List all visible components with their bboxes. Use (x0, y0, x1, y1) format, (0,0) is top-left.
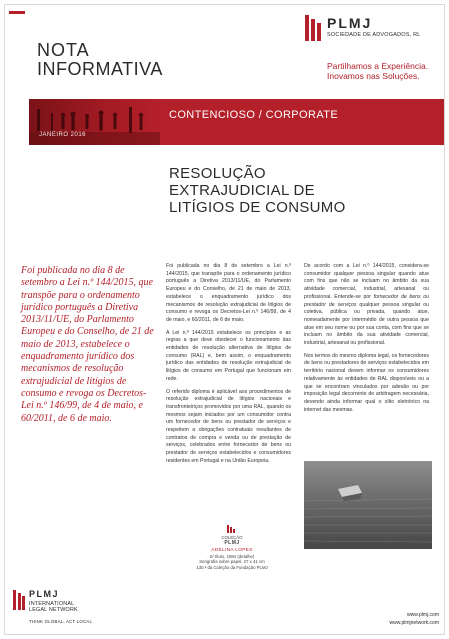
body-paragraph: O referido diploma é aplicável aos procedimentos de resolução extrajudicial de litígios nacionais e transfronteiriços promovidos por uma RAL, quando os mesmos sejam iniciados por um consumidor contra um fornecedor de bens ou prestador de serviços e respeitem a obrigações contratuais resultantes de contratos de compra e venda ou de prestação de serviços, celebrados entre fornecedor de bens ou prestador de serviços estabelecidos e consumidores residentes em Portugal e na União Europeia. (166, 388, 291, 464)
airport-photo (29, 99, 160, 145)
text-run: qualquer pessoa singular ou coletiva, pública ou privada, quando atue, nomeadamente por intermédio de outra pessoa que atue em seu nome ou por sua conta, com fins que se incluam no âmbito da sua atividade comercial, industrial, artesanal ou profissional. (304, 301, 430, 347)
body-paragraph (304, 263, 429, 348)
tagline (327, 61, 428, 81)
headline-line-3: LITÍGIOS DE CONSUMO (169, 199, 346, 216)
brand-name: PLMJ (327, 15, 373, 31)
title-line-1: NOTA (37, 40, 90, 60)
intro-summary: Foi publicada no dia 8 de setembro a Lei n.º 144/2015, que transpõe para o ordenamento jurídico português a Diretiva 2013/11/UE, do Parlamento Europeu e do Conselho, de 21 de maio de 2013, estabelece o enquadramento jurídico dos mecanismos de resolução extrajudicial de litígios de consumo e revoga os Decretos-Lei n.º 146/99, de 4 de maio, e 60/2011, de 6 de maio. (21, 265, 154, 424)
caption-details: Serigrafia sobre papel, 27 x 41 cm (199, 559, 265, 565)
title-line-2: INFORMATIVA (37, 59, 163, 79)
headline (169, 165, 346, 216)
artwork-caption (177, 525, 287, 571)
headline-line-2: EXTRAJUDICIAL DE (169, 182, 315, 199)
footer-logo-icon (13, 590, 25, 610)
caption-work: S/ título, 1984 (detalhe) (209, 553, 255, 559)
emphasis-text: fornecedor de bens ou prestador de serviços (304, 293, 429, 308)
network-website-link[interactable]: www.plmjnetwork.com (389, 620, 439, 626)
footer-network (29, 601, 78, 613)
document-title (37, 41, 163, 79)
website-link[interactable]: www.plmj.com (407, 612, 439, 618)
body-column-1 (166, 263, 291, 471)
footer-slogan: THINK GLOBAL, ACT LOCAL (29, 619, 93, 624)
body-column-2 (304, 263, 429, 419)
body-paragraph: Nos termos do mesmo diploma legal, os fornecedores de bens ou prestadores de serviços estabelecidos em território nacional devem informar os consumidores relativamente às entidades de RAL disponíveis ou a que se encontram vinculados por adesão ou por imposição legal decorrente de arbitragem necessária, devendo ainda informar qual o sítio eletrónico na internet das mesmas. (304, 352, 429, 413)
footer-network-line-2: LEGAL NETWORK (29, 607, 78, 613)
plmj-logo-icon (305, 15, 321, 41)
document-page (4, 4, 445, 635)
tagline-line-1: Partilhamos a Experiência. (327, 61, 429, 71)
body-paragraph: Foi publicada no dia 8 de setembro a Lei n.º 144/2015, que transpõe para o ordenamento jurídico português a Diretiva 2013/11/UE, do Parlamento Europeu e do Conselho, de 21 de maio de 2013, estabelece o enquadramento jurídico dos mecanismos de resolução extrajudicial de litígios de consumo e revoga os Decretos-Lei n.º 146/99, de 4 de maio, e 60/2011, de 6 de maio. (166, 263, 291, 323)
brand-subtitle: SOCIEDADE DE ADVOGADOS, RL (327, 32, 421, 38)
footer-links (369, 611, 439, 627)
caption-brand: PLMJ (224, 539, 240, 546)
collection-logo-icon (227, 525, 237, 533)
footer-network-line-1: INTERNATIONAL (29, 601, 75, 607)
section-label: CONTENCIOSO / CORPORATE (169, 109, 339, 121)
brand-block (327, 15, 445, 38)
issue-date: JANEIRO 2016 (39, 132, 87, 138)
header-accent-rule (9, 11, 25, 14)
headline-line-1: RESOLUÇÃO (169, 165, 266, 182)
footer-brand: PLMJ (29, 589, 60, 599)
caption-collection: COLEÇÃO (221, 535, 243, 540)
caption-artist: ADELINA LOPES (211, 548, 253, 554)
body-paragraph: A Lei n.º 144/2015 estabelece os princípios e as regras a que deve obedecer o funcionamento das entidades de resolução alternativa de litígios de consumo (RAL) e, bem assim, o enquadramento jurídico das entidades de resolução extrajudicial de litígios de consumo em Portugal que funcionam em rede. (166, 329, 291, 382)
tagline-line-2: Inovamos nas Soluções. (327, 71, 420, 81)
artwork-image (304, 461, 432, 549)
caption-edition: 130.ª da Coleção da Fundação PLMJ (196, 564, 268, 570)
text-run: De acordo com a Lei n.º 144/2015, considera-se consumidor qualquer pessoa singular quando atue com fins que não se incluam no âmbito da sua atividade comercial, industrial, artesanal ou profissional. Entende-se por (304, 263, 429, 300)
